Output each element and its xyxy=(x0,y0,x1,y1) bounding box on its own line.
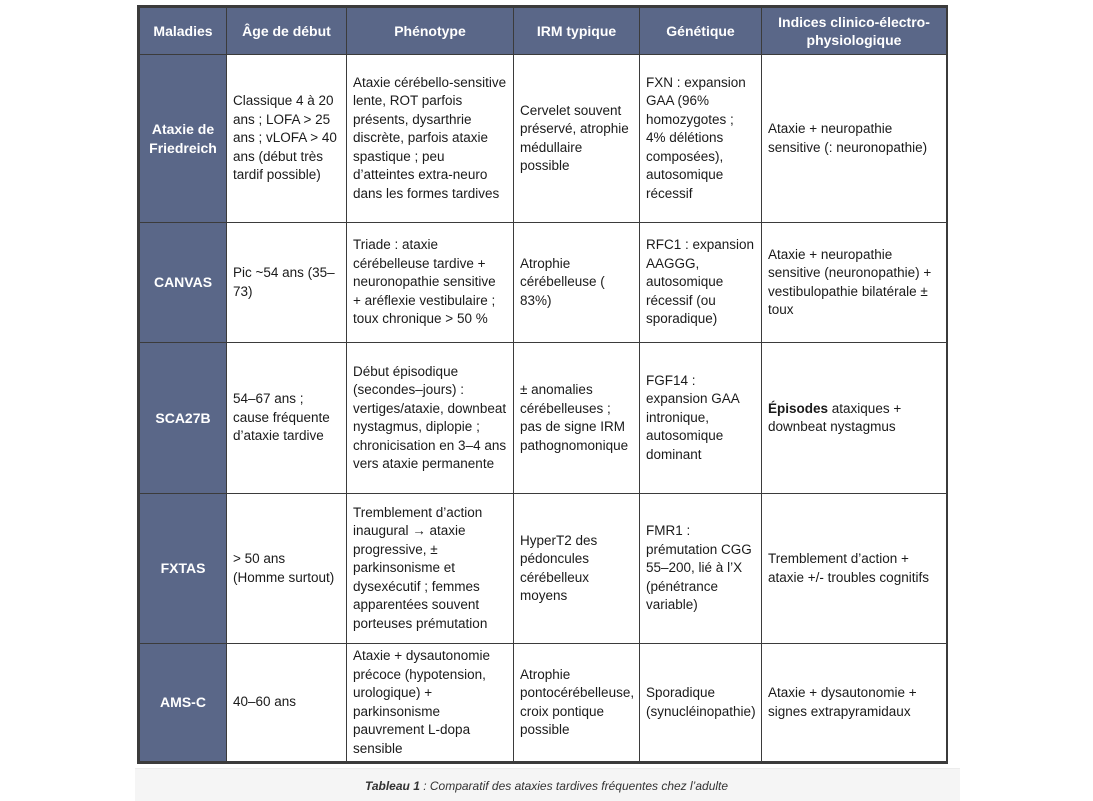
age-cell: 54–67 ans ; cause fréquente d’ataxie tardive xyxy=(227,343,347,494)
phenotype-cell: Début épisodique (secondes–jours) : vertiges/ataxie, downbeat nystagmus, diplopie ; chronicisation en 3–4 ans vers ataxie permanente xyxy=(347,343,514,494)
clues-text: Tremblement d’action + ataxie +/- troubles cognitifs xyxy=(768,551,929,585)
header-irm: IRM typique xyxy=(514,8,640,55)
comparison-table-frame xyxy=(137,5,948,764)
header-maladies: Maladies xyxy=(140,8,227,55)
header-row xyxy=(140,8,947,55)
header-indices: Indices clinico-électro-physiologique xyxy=(762,8,947,55)
header-genetique: Génétique xyxy=(640,8,762,55)
clues-cell xyxy=(762,55,947,223)
disease-name: Ataxie de Friedreich xyxy=(140,55,227,223)
table-row xyxy=(140,55,947,223)
phenotype-cell: Ataxie cérébello-sensitive lente, ROT parfois présents, dysarthrie discrète, parfois ataxie spastique ; peu d’atteintes extra-neuro dans les formes tardives xyxy=(347,55,514,223)
mri-cell: Cervelet souvent préservé, atrophie médullaire possible xyxy=(514,55,640,223)
table-row xyxy=(140,644,947,762)
table-row xyxy=(140,343,947,494)
clues-cell xyxy=(762,494,947,644)
age-cell: Classique 4 à 20 ans ; LOFA > 25 ans ; vLOFA > 40 ans (début très tardif possible) xyxy=(227,55,347,223)
mri-cell: ± anomalies cérébelleuses ; pas de signe IRM pathognomonique xyxy=(514,343,640,494)
genetics-cell: FGF14 : expansion GAA intronique, autosomique dominant xyxy=(640,343,762,494)
disease-name: FXTAS xyxy=(140,494,227,644)
caption-label: Tableau 1 xyxy=(364,779,420,793)
table-caption xyxy=(0,779,1093,793)
mri-cell: Atrophie pontocérébelleuse, croix pontique possible xyxy=(514,644,640,762)
genetics-cell: RFC1 : expansion AAGGG, autosomique récessif (ou sporadique) xyxy=(640,223,762,343)
header-phenotype: Phénotype xyxy=(347,8,514,55)
phenotype-cell: Triade : ataxie cérébelleuse tardive + neuronopathie sensitive + aréflexie vestibulaire ; toux chronique > 50 % xyxy=(347,223,514,343)
genetics-cell: FXN : expansion GAA (96% homozygotes ; 4% délétions composées), autosomique récessif xyxy=(640,55,762,223)
clues-text: ataxiques + downbeat nystagmus xyxy=(768,400,902,434)
age-cell: 40–60 ans xyxy=(227,644,347,762)
table-row xyxy=(140,223,947,343)
clues-text: Ataxie + neuropathie sensitive (neuronopathie) + vestibulopathie bilatérale ± toux xyxy=(768,246,932,317)
mri-cell: HyperT2 des pédoncules cérébelleux moyens xyxy=(514,494,640,644)
clues-text: Ataxie + dysautonomie + signes extrapyramidaux xyxy=(768,685,917,719)
table-row xyxy=(140,494,947,644)
disease-name: AMS-C xyxy=(140,644,227,762)
ataxia-comparison-table xyxy=(139,7,947,762)
header-age-debut: Âge de début xyxy=(227,8,347,55)
genetics-cell: Sporadique (synucléinopathie) xyxy=(640,644,762,762)
clues-bold: Épisodes xyxy=(768,400,829,416)
phenotype-cell: Ataxie + dysautonomie précoce (hypotension, urologique) + parkinsonisme pauvrement L-dopa sensible xyxy=(347,644,514,762)
clues-text: Ataxie + neuropathie sensitive (: neuronopathie) xyxy=(768,121,928,155)
phenotype-cell: Tremblement d’action inaugural → ataxie progressive, ± parkinsonisme et dysexécutif ; femmes apparentées souvent porteuses prémutation xyxy=(347,494,514,644)
clues-cell xyxy=(762,343,947,494)
mri-cell: Atrophie cérébelleuse ( 83%) xyxy=(514,223,640,343)
caption-text: : Comparatif des ataxies tardives fréquentes chez l’adulte xyxy=(419,779,729,793)
clues-cell xyxy=(762,644,947,762)
disease-name: CANVAS xyxy=(140,223,227,343)
clues-cell xyxy=(762,223,947,343)
age-cell: Pic ~54 ans (35–73) xyxy=(227,223,347,343)
genetics-cell: FMR1 : prémutation CGG 55–200, lié à l’X (pénétrance variable) xyxy=(640,494,762,644)
disease-name: SCA27B xyxy=(140,343,227,494)
age-cell: > 50 ans (Homme surtout) xyxy=(227,494,347,644)
